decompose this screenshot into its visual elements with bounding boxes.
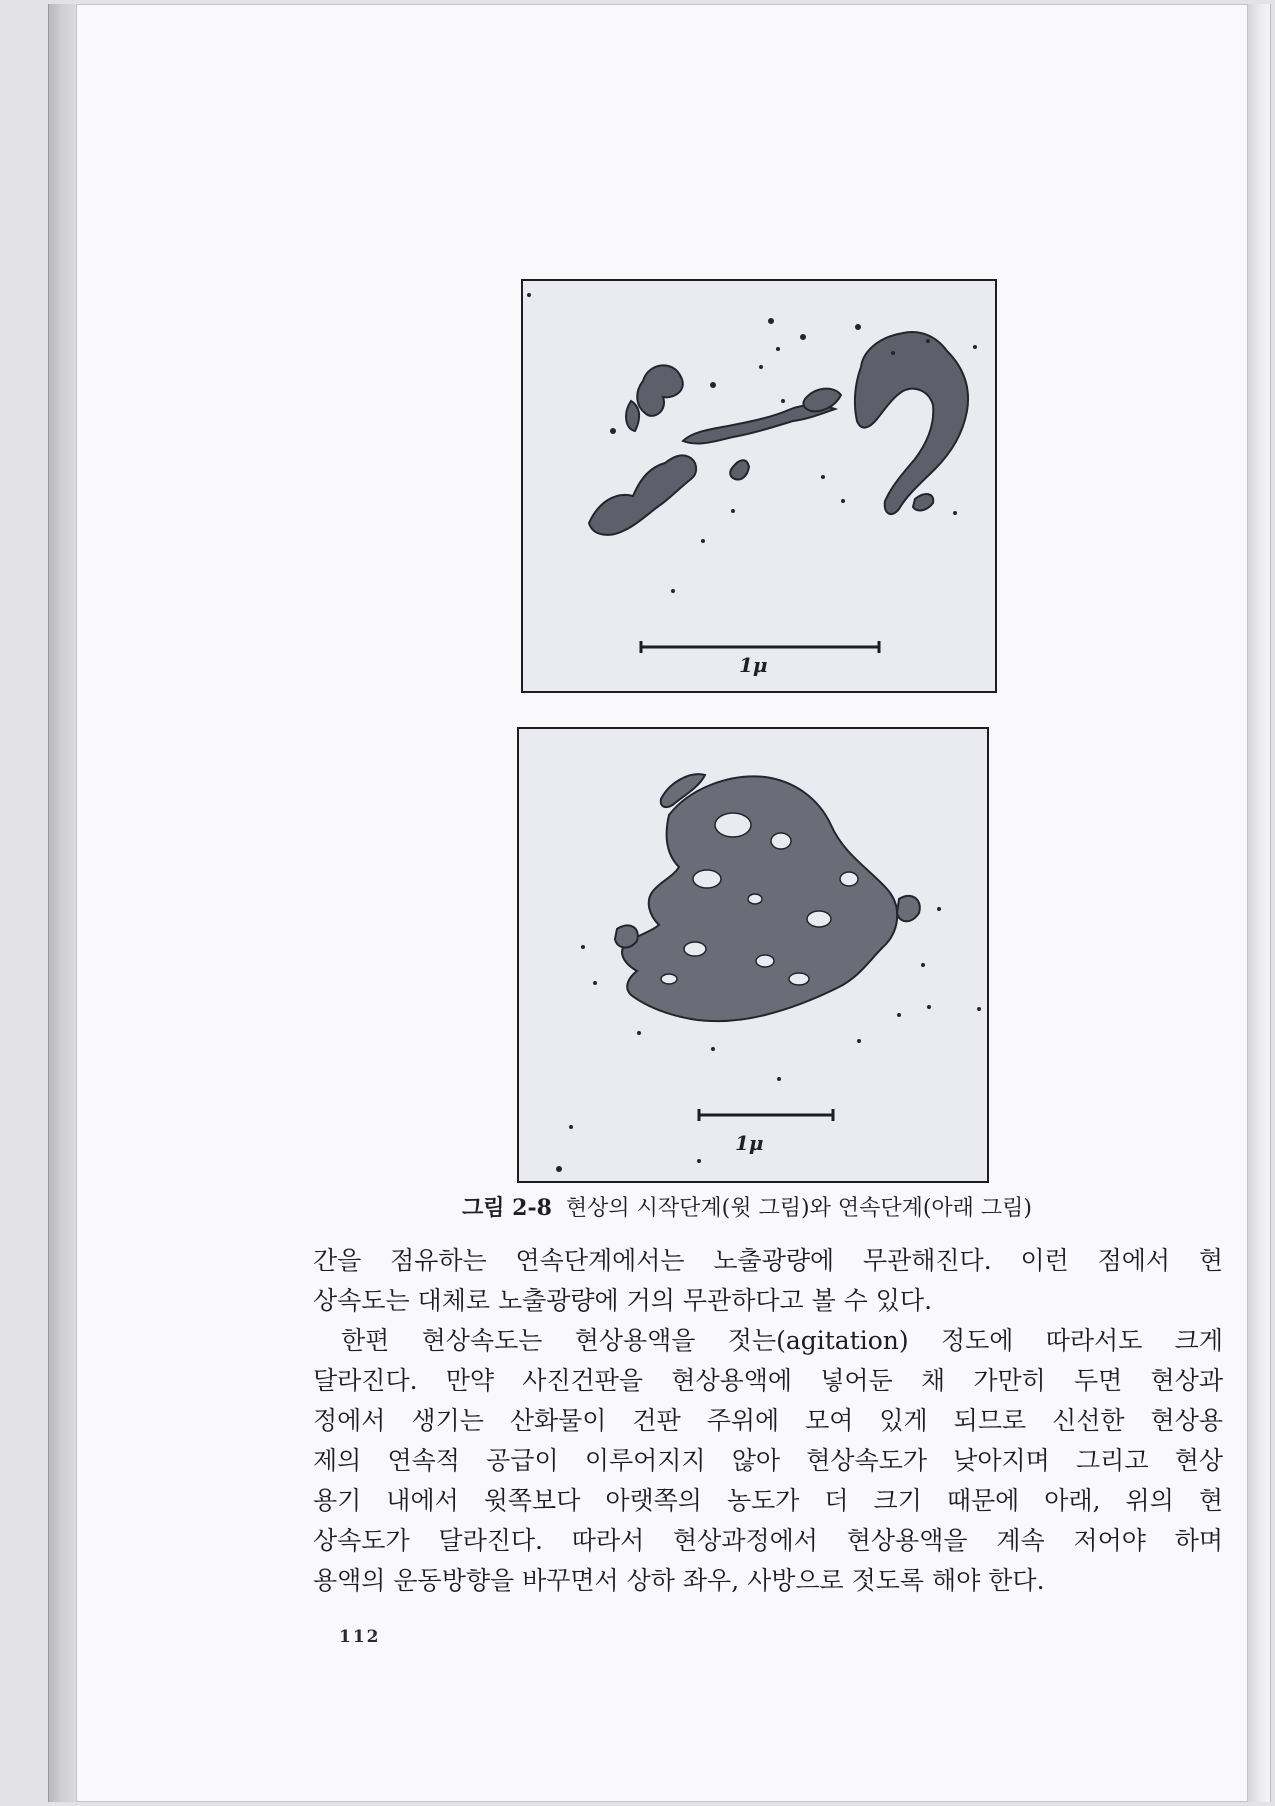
body-line: 정에서 생기는 산화물이 건판 주위에 모여 있게 되므로 신선한 현상용 — [313, 1406, 1223, 1435]
micrograph-initial-stage — [521, 279, 997, 693]
figure-caption-label: 그림 2-8 — [461, 1195, 552, 1221]
body-line: 제의 연속적 공급이 이루어지지 않아 현상속도가 낮아지며 그리고 현상 — [313, 1446, 1223, 1475]
figure-caption — [317, 1191, 1177, 1222]
micrograph-continuous-stage — [517, 727, 989, 1183]
micrograph-bottom-drawing — [519, 729, 987, 1181]
figure-caption-text: 현상의 시작단계(윗 그림)와 연속단계(아래 그림) — [565, 1196, 1033, 1221]
body-line: 간을 점유하는 연속단계에서는 노출광량에 무관해진다. 이런 점에서 현 — [313, 1246, 1223, 1275]
body-line: 상속도는 대체로 노출광량에 거의 무관하다고 볼 수 있다. — [313, 1286, 933, 1315]
body-line: 달라진다. 만약 사진건판을 현상용액에 넣어둔 채 가만히 두면 현상과 — [313, 1366, 1223, 1395]
scale-bar-label-bottom: 1μ — [735, 1131, 764, 1155]
micrograph-top-drawing — [523, 281, 995, 691]
book-spine — [48, 4, 77, 1802]
body-line: 용기 내에서 윗쪽보다 아랫쪽의 농도가 더 크기 때문에 아래, 위의 현 — [313, 1486, 1223, 1515]
body-text — [313, 1241, 1223, 1601]
book-page — [76, 4, 1248, 1802]
body-line: 상속도가 달라진다. 따라서 현상과정에서 현상용액을 계속 저어야 하며 — [313, 1526, 1223, 1555]
body-line: 용액의 운동방향을 바꾸면서 상하 좌우, 사방으로 젓도록 해야 한다. — [313, 1566, 1045, 1595]
scale-bar-label-top: 1μ — [739, 653, 768, 677]
page-edge — [1248, 4, 1271, 1802]
body-line: 한편 현상속도는 현상용액을 젓는(agitation) 정도에 따라서도 크게 — [341, 1326, 1223, 1355]
page-number: 112 — [339, 1627, 381, 1647]
